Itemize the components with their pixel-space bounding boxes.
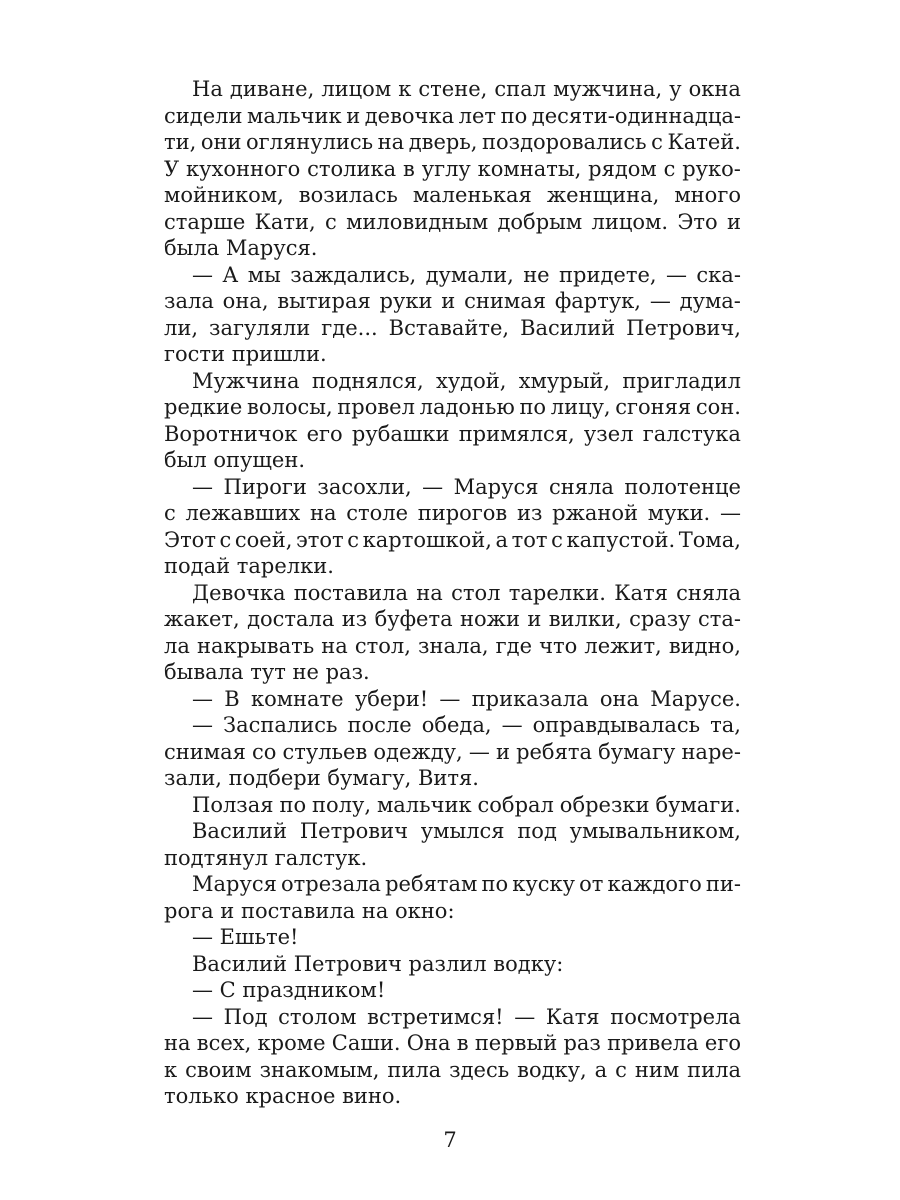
word: они [200,130,242,154]
word: посмотрела [610,1004,741,1029]
word: мы [247,262,281,287]
word: заждались, [290,262,417,287]
word: со [251,739,277,764]
word: всех, [196,1031,252,1055]
word: оглянулись [246,130,374,154]
text-line-content: подтянул галстук. [164,845,368,870]
word: и [495,739,510,764]
word: Петрович, [626,315,741,340]
text-line [164,76,741,103]
word: комнаты, [477,156,582,181]
word: поднялся, [311,368,424,393]
word: полу, [312,792,372,817]
text-line [164,792,741,819]
word: редкие [164,395,243,419]
text-line [164,1004,741,1031]
word: буфета [374,607,453,631]
word: умывальником, [569,819,741,843]
word: хмурый, [518,368,611,393]
word: с [651,130,663,154]
word: Мужчина [192,368,300,393]
word: возилась [298,183,398,207]
word: пи- [705,872,741,896]
word: где... [321,315,378,340]
text-line-content: была Маруся. [164,236,318,260]
word: у [669,77,682,101]
word: дверь, [408,130,478,154]
word: девочка [364,103,455,128]
text-line-content: зали, подбери бумагу, Витя. [164,766,479,790]
word: полотенце [624,474,741,499]
text-line [164,209,741,236]
word: оправдывалась [532,713,701,737]
word: знала, [418,633,489,658]
word: руко- [682,156,741,181]
word: наре- [681,739,741,764]
word: приказала [471,686,589,711]
word: ти, [164,130,197,154]
word: Василий [192,819,288,843]
word: углу [421,156,471,181]
text-line [164,315,741,342]
text-line [164,633,741,660]
word: лежавших [185,501,301,525]
word: по [481,872,509,896]
word: думали, [425,262,514,287]
word: лицом [321,77,392,101]
word: ржаной [552,501,639,525]
text-line [164,421,741,448]
word: с [219,527,232,552]
word: по [519,395,547,419]
word: — [719,501,741,525]
word: сгоняя [615,395,692,419]
word: убери! [354,686,429,711]
word: водку, [517,1057,587,1082]
word: знакомым, [259,1057,380,1082]
word: достала [247,607,335,631]
word: мальчик [376,792,472,817]
word: от [579,872,604,896]
word: накрывать [196,633,315,658]
text-line [164,394,741,421]
text-line [164,686,741,713]
word: столика [307,156,397,181]
word: Катя [545,1004,600,1029]
word: волосы, [247,395,333,419]
word: к [398,77,412,101]
word: одежду, [373,739,463,764]
text-line-content: рога и поставила на окно: [164,898,455,923]
word: на [416,580,443,605]
word: Катей. [667,130,741,154]
word: ребятам [385,872,478,896]
text-line [164,156,741,183]
word: тот [511,527,548,552]
word: лицу, [550,395,611,419]
word: и [726,209,741,234]
text-line-content: гости пришли. [164,342,327,366]
word: — [665,262,687,287]
text-line [164,898,741,925]
word: стене, [418,77,488,101]
word: Саши. [331,1031,401,1055]
text-line-content: подай тарелки. [164,554,334,578]
word: рубашки [351,421,450,446]
word: где [495,633,533,658]
text-line-content: только красное вино. [164,1084,402,1108]
word: обрезки [559,792,650,817]
word: мальчик [247,103,342,128]
text-line [164,845,741,872]
word: Маруся [192,872,277,896]
word: — [422,474,444,499]
text-line [164,818,741,845]
word: ножи [460,607,520,631]
word: ребята [516,739,592,764]
word: пила [387,1057,442,1082]
word: Петрович [299,819,408,843]
word: обеда, [421,713,492,737]
text-line [164,977,741,1004]
word: картошкой, [362,527,492,552]
text-line [164,474,741,501]
word: — [439,686,461,711]
word: рядом [588,156,657,181]
word: с [347,527,360,552]
word: снимая [464,289,546,313]
word: галстука [642,421,741,446]
word: соей, [234,527,293,552]
word: Пироги [223,474,307,499]
word: А [222,262,239,287]
text-line-content: — С праздником! [192,978,386,1002]
word: пирогов [417,501,508,525]
text-line-content: был опущен. [164,448,305,472]
word: ста- [697,607,741,631]
word: провел [337,395,415,419]
text-line [164,368,741,395]
text-line [164,262,741,289]
word: та, [710,713,741,737]
word: к [164,1057,178,1082]
word: из [516,501,543,525]
word: что [539,633,578,658]
word: вытирая [277,289,371,313]
word: лет [458,103,497,128]
word: кроме [257,1031,326,1055]
word: вилки, [548,607,622,631]
word: и [346,103,361,128]
word: она, [222,289,269,313]
word: узел [583,421,634,446]
word: Это [677,209,718,234]
word: по [279,792,307,817]
word: Марусе. [650,686,741,711]
word: Тома, [678,527,741,552]
word: Девочка [192,580,286,605]
word: добрым [497,209,583,234]
word: бумагу [598,739,676,764]
word: каждого [607,872,702,896]
word: видно, [668,633,741,658]
word: с [615,1057,627,1082]
text-line [164,712,741,739]
page-number: 7 [443,1128,457,1152]
word: этот [296,527,344,552]
text-line [164,235,741,262]
word: Кати, [254,209,316,234]
word: сон. [695,395,741,419]
word: с [551,527,563,552]
word: худой, [435,368,507,393]
word: здесь [449,1057,510,1082]
word: кухонного [186,156,301,181]
word: мойником, [164,183,284,207]
text-line [164,1057,741,1084]
word: она [599,686,640,711]
word: — [649,289,671,313]
word: в [403,156,415,181]
word: с [324,209,337,234]
text-line-content: Василий Петрович разлил водку: [192,951,564,976]
word: диване, [229,77,315,101]
word: комнате [250,686,344,711]
word: бумаги. [655,792,741,817]
word: На [192,77,223,101]
word: капустой. [566,527,676,552]
page-text-block [164,76,741,1110]
word: на [164,1031,191,1055]
text-line [164,951,741,978]
text-line [164,527,741,554]
word: из [341,607,368,631]
word: сняла [676,580,741,605]
word: его [306,421,343,446]
word: Воротничок [164,421,298,446]
word: ним [634,1057,680,1082]
word: муки. [647,501,711,525]
word: Этот [164,527,216,552]
word: руки [379,289,433,313]
word: и [527,607,542,631]
word: сразу [629,607,691,631]
word: — [501,713,523,737]
text-line [164,871,741,898]
word: женщина, [546,183,660,207]
text-line-content: бывала тут не раз. [164,660,370,684]
word: по [500,103,528,128]
word: собрал [477,792,554,817]
word: десяти-одиннадца- [531,103,741,128]
word: а [495,527,509,552]
word: не [523,262,550,287]
word: с [663,156,676,181]
word: мужчина, [553,77,663,101]
word: старше [164,209,246,234]
word: загуляли [209,315,311,340]
word: — [468,739,490,764]
text-line [164,447,741,474]
word: ска- [696,262,741,287]
word: снимая [164,739,246,764]
word: Она [406,1031,451,1055]
word: пригладил [622,368,741,393]
word: привела [607,1031,699,1055]
word: тарелки. [508,580,606,605]
text-line [164,924,741,951]
text-line [164,1030,741,1057]
word: стульев [282,739,368,764]
word: стол [451,580,501,605]
word: сидели [164,103,243,128]
word: — [192,474,213,499]
word: Заспались [223,713,338,737]
word: — [514,1004,536,1029]
word: — [192,713,213,737]
word: поздоровались [481,130,647,154]
word: после [347,713,412,737]
word: Катя [614,580,668,605]
text-line [164,739,741,766]
word: — [192,1004,213,1029]
word: раз [563,1031,601,1055]
word: Василий [520,315,616,340]
word: миловидным [346,209,489,234]
text-line [164,553,741,580]
text-line [164,580,741,607]
word: первый [474,1031,558,1055]
word: Ползая [192,792,274,817]
word: засохли, [317,474,412,499]
word: столом [278,1004,357,1029]
word: на [309,501,337,525]
word: окна [688,77,741,101]
word: на [377,130,405,154]
word: придете, [559,262,657,287]
word: пила [687,1057,741,1082]
word: а [594,1057,608,1082]
word: примялся, [458,421,575,446]
word: фартук, [554,289,641,313]
word: лицом. [591,209,669,234]
text-line [164,606,741,633]
word: Под [223,1004,268,1029]
word: ладонью [419,395,515,419]
word: поставила [293,580,408,605]
text-line [164,500,741,527]
word: умылся [420,819,505,843]
text-line [164,129,741,156]
word: столе [346,501,408,525]
word: лежит, [584,633,662,658]
text-line [164,103,741,130]
word: ли, [164,315,199,340]
word: и [441,289,456,313]
text-line [164,341,741,368]
word: своим [185,1057,252,1082]
word: маленькая [412,183,532,207]
word: зала [164,289,214,313]
word: под [517,819,557,843]
word: сняла [548,474,614,499]
word: с [164,501,176,525]
word: У [164,156,180,181]
word: жакет, [164,607,240,631]
word: дума- [679,289,741,313]
word: много [674,183,741,207]
word: В [224,686,240,711]
word: куску [512,872,575,896]
word: Маруся [453,474,539,499]
word: в [456,1031,469,1055]
word: ла [164,633,190,658]
word: стол, [354,633,411,658]
word: спал [494,77,547,101]
word: — [192,686,213,711]
word: — [192,262,213,287]
text-line [164,659,741,686]
word: Вставайте, [388,315,510,340]
word: встретимся! [367,1004,504,1029]
text-line [164,1083,741,1110]
text-line [164,288,741,315]
text-line [164,182,741,209]
text-line [164,765,741,792]
word: на [321,633,348,658]
text-line-content: — Ешьте! [192,925,299,949]
word: его [704,1031,741,1055]
word: отрезала [280,872,381,896]
